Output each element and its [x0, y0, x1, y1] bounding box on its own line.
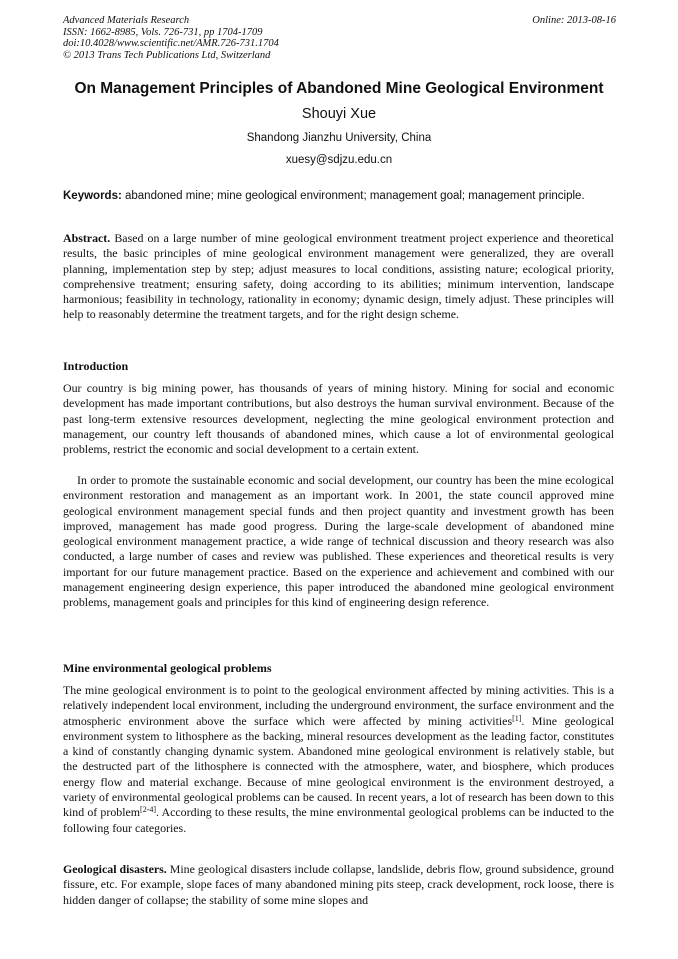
abstract-label: Abstract. [63, 231, 111, 245]
geological-disasters-text: Mine geological disasters include collapse, landslide, debris flow, ground subsidence, ground fissure, etc. For example, slope faces of many abandoned mining pits steep, crack development, rock loose, there is hidden danger of collapse; the stability of some mine slopes and [63, 862, 614, 907]
introduction-heading: Introduction [63, 359, 129, 373]
paper-email: xuesy@sdjzu.edu.cn [285, 154, 393, 166]
keywords-label: Keywords: [63, 190, 122, 202]
abstract-paragraph [63, 231, 614, 323]
journal-name: Advanced Materials Research [63, 15, 190, 26]
journal-doi: doi:10.4028/www.scientific.net/AMR.726-731.1704 [63, 38, 279, 49]
paper-title: On Management Principles of Abandoned Mine Geological Environment [74, 80, 604, 97]
problems-p1-part-c: . According to these results, the mine environmental geological problems can be inducted to the following four categories. [63, 805, 614, 835]
introduction-paragraph-2: In order to promote the sustainable economic and social development, our country has been the mine ecological environment restoration and management as an important work. In 2001, the state council approved mine geological environment management special funds and then project quantity and investment growth has been improved, management has made good progress. During the large-scale development of abandoned mine geological environment management practice, a wide range of technical discussion and theory research was also conducted, a large number of cases and review was published. These experiences and theoretical results is very important for our future management practice. Based on the experience and achievement and combined with our management engineering design experience, this paper introduced the abandoned mine geological environment problems, management goals and principles for this kind of engineering design reference. [63, 473, 614, 610]
journal-copyright: © 2013 Trans Tech Publications Ltd, Switzerland [63, 49, 271, 61]
geological-disasters-paragraph [63, 862, 614, 908]
keywords-text: abandoned mine; mine geological environment; management goal; management principle. [125, 190, 585, 202]
abstract-text: Based on a large number of mine geological environment treatment project experience and theoretical results, the basic principles of mine geological environment management were generalized, they are overall planning, implementation step by step; adjust measures to local conditions, assisting nature; ecological priority, comprehensive treatment; ensuring safety, doing according to its abilities; minimum intervention, landscape harmonious; feasibility in technology, rationality in economy; dynamic design, timely adjust. These principles will help to reasonably determine the treatment targets, and for the right design scheme. [63, 231, 614, 322]
paper-author: Shouyi Xue [301, 106, 377, 122]
journal-issn: ISSN: 1662-8985, Vols. 726-731, pp 1704-1709 [63, 26, 263, 38]
problems-heading: Mine environmental geological problems [63, 661, 272, 675]
introduction-paragraph-1: Our country is big mining power, has thousands of years of mining history. Mining for social and economic development has made important contributions, but also destroys the human survival environment. Because of the past long-term extensive resources development, neglecting the mine geological environment protection and management, our country left thousands of abandoned mines, which cause a lot of environmental geological problems, restrict the economic and social development to a certain extent. [63, 381, 614, 457]
citation-ref-1: [1] [512, 713, 522, 723]
online-date: Online: 2013-08-16 [532, 15, 616, 26]
problems-p1-part-a: The mine geological environment is to point to the geological environment affected by mining activities. This is a relatively independent local environment, including the underground environment, the surface environment and the atmospheric environment above the surface which were affected by mining activities [63, 683, 614, 728]
journal-header [63, 15, 616, 61]
citation-ref-2-4: [2-4] [140, 805, 157, 815]
keywords-section [63, 189, 614, 204]
problems-p1-part-b: . Mine geological environment system to lithosphere as the backing, mineral resources development as the leading factor, constitutes a kind of constantly changing dynamic system. Abandoned mine geological environment is relatively stable, but the destructed part of the lithosphere is connected with the atmosphere, water, and biosphere, which produces energy flow and material exchange. Because of mine geological environment is the environment destroyed, a variety of environmental geological problems can be caused. In recent years, a lot of research has been down to this kind of problem [63, 713, 614, 820]
problems-paragraph-1 [63, 683, 614, 836]
paper-affiliation: Shandong Jianzhu University, China [246, 132, 432, 144]
geological-disasters-label: Geological disasters. [63, 862, 167, 876]
